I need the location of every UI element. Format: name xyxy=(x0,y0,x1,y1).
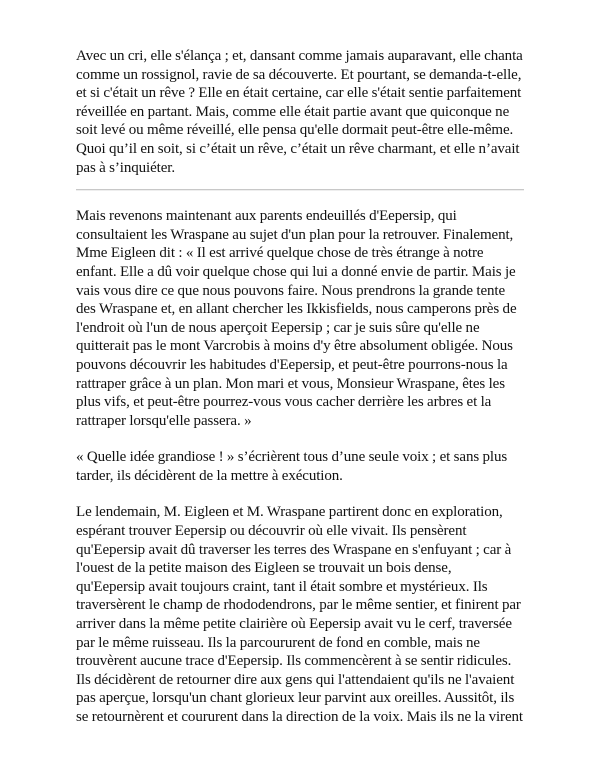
text-line: pouvons découvrir les habitudes d'Eepersip, et peut-être pourrons-nous la xyxy=(76,356,508,373)
text-line: Ils décidèrent de retourner dire aux gens qui l'attendaient qu'ils ne l'avaient xyxy=(76,671,515,688)
paragraph-spacer xyxy=(76,430,524,448)
text-line: pas à s’inquiéter. xyxy=(76,159,176,176)
text-line: qu'Eepersip avait dû traverser les terres des Wraspane en s'enfuyant ; car à xyxy=(76,541,512,558)
text-line: Quoi qu’il en soit, si c’était un rêve, c’était un rêve charmant, et elle n’avait xyxy=(76,140,520,157)
text-line: traversèrent le champ de rhododendrons, par le même sentier, et finirent par xyxy=(76,597,521,614)
text-line: consultaient les Wraspane au sujet d'un plan pour la retrouver. Finalement, xyxy=(76,226,514,243)
paragraph-spacer xyxy=(76,485,524,503)
paragraph-1 xyxy=(76,47,524,177)
text-line: vais vous dire ce que nous pouvons faire. Nous prendrons la grande tente xyxy=(76,282,506,299)
text-line: espérant trouver Eepersip ou découvrir où elle vivait. Ils pensèrent xyxy=(76,523,467,540)
text-line: Avec un cri, elle s'élança ; et, dansant comme jamais auparavant, elle chanta xyxy=(76,48,523,64)
text-line: plus vifs, et peut-être pourrez-vous vous cacher derrière les arbres et la xyxy=(76,394,492,411)
text-line: soit levé ou même réveillé, elle pensa qu'elle dormait peut-être elle-même. xyxy=(76,122,514,139)
document-page xyxy=(76,47,524,727)
text-line: pas aperçue, lorsqu'un chant glorieux leur parvint aux oreilles. Aussitôt, ils xyxy=(76,690,515,707)
text-line: enfant. Elle a dû voir quelque chose qui lui a donné envie de partir. Mais je xyxy=(76,263,516,280)
text-line: par le même ruisseau. Ils la parcoururent de fond en comble, mais ne xyxy=(76,634,480,651)
paragraph-4 xyxy=(76,503,524,726)
text-line: se retournèrent et coururent dans la direction de la voix. Mais ils ne la virent xyxy=(76,709,523,725)
text-line: rattraper lorsqu'elle passera. » xyxy=(76,412,252,429)
text-line: et si c'était un rêve ? Elle en était certaine, car elle s'était sentie parfaitement xyxy=(76,85,522,102)
section-divider xyxy=(76,189,524,191)
text-line: l'endroit où l'un de nous aperçoit Eepersip ; car je suis sûre qu'elle ne xyxy=(76,319,480,336)
text-line: l'ouest de la petite maison des Eigleen se trouvait un bois dense, xyxy=(76,560,452,577)
text-line: Le lendemain, M. Eigleen et M. Wraspane partirent donc en exploration, xyxy=(76,504,503,521)
text-line: arriver dans la même petite clairière où Eepersip avait vu le cerf, traversée xyxy=(76,616,512,633)
text-line: réveillée en partant. Mais, comme elle était partie avant que quiconque ne xyxy=(76,103,510,120)
text-line: quitterait pas le mont Varcrobis à moins d'y être absolument obligée. Nous xyxy=(76,338,513,355)
text-line: rattraper grâce à un plan. Mon mari et vous, Monsieur Wraspane, êtes les xyxy=(76,375,505,392)
text-line: « Quelle idée grandiose ! » s’écrièrent tous d’une seule voix ; et sans plus xyxy=(76,449,508,466)
text-line: trouvèrent aucune trace d'Eepersip. Ils commencèrent à se sentir ridicules. xyxy=(76,653,512,670)
paragraph-3 xyxy=(76,448,524,485)
text-line: qu'Eepersip avait toujours craint, tant il était sombre et mystérieux. Ils xyxy=(76,578,488,595)
text-line: des Wraspane et, en allant chercher les Ikkisfields, nous camperons près de xyxy=(76,301,517,318)
text-line: Mais revenons maintenant aux parents endeuillés d'Eepersip, qui xyxy=(76,208,457,225)
paragraph-2 xyxy=(76,207,524,430)
text-line: tarder, ils décidèrent de la mettre à exécution. xyxy=(76,467,343,484)
text-line: comme un rossignol, ravie de sa découverte. Et pourtant, se demanda-t-elle, xyxy=(76,66,522,83)
text-line: Mme Eigleen dit : « Il est arrivé quelque chose de très étrange à notre xyxy=(76,245,484,262)
